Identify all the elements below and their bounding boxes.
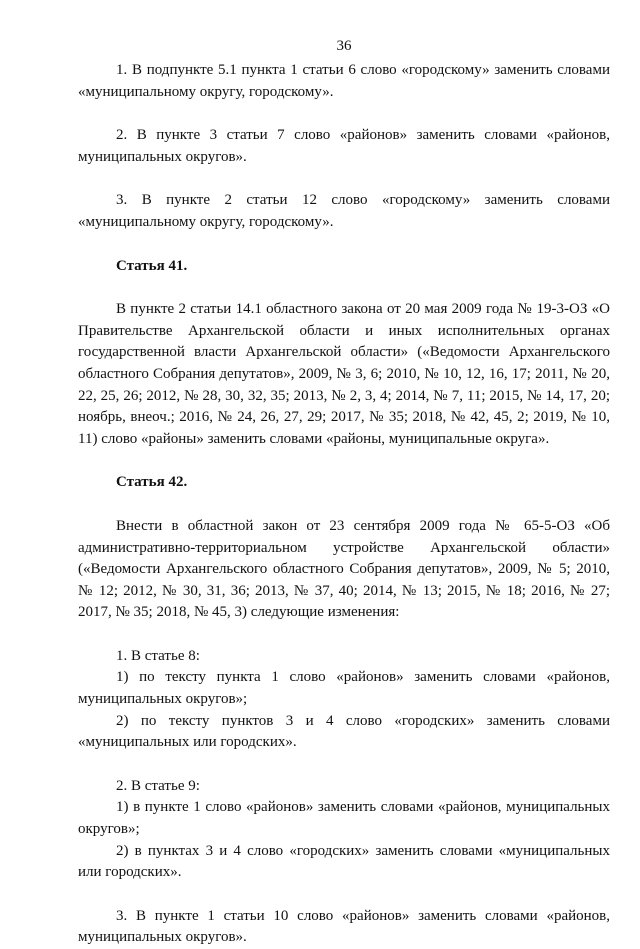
article-9-item-2: 2) в пунктах 3 и 4 слово «городских» заменить словами «муниципальных или городских». xyxy=(78,842,610,881)
article-42-heading: Статья 42. xyxy=(116,474,188,491)
article-41-heading: Статья 41. xyxy=(116,257,188,274)
page-number: 36 xyxy=(336,38,352,54)
article-8-item-2: 2) по тексту пунктов 3 и 4 слово «городских» заменить словами «муниципальных или городских». xyxy=(78,712,610,751)
article-10-change: 3. В пункте 1 статьи 10 слово «районов» заменить словами «районов, муниципальных округов». xyxy=(78,907,610,946)
paragraph-gap xyxy=(78,234,610,256)
paragraph-item-1: 1. В подпункте 5.1 пункта 1 статьи 6 слово «городскому» заменить словами «муниципальному округу, городскому». xyxy=(78,62,610,100)
paragraph-gap xyxy=(78,450,610,472)
article-8-item-1: 1) по тексту пункта 1 слово «районов» заменить словами «районов, муниципальных округов»; xyxy=(78,669,610,708)
article-9-heading: 2. В статье 9: xyxy=(116,777,200,794)
paragraph-gap xyxy=(78,494,610,516)
article-41-body: В пункте 2 статьи 14.1 областного закона от 20 мая 2009 года № 19-3-ОЗ «О Правительстве Архангельской области и иных исполнительных органах государственной власти Архангельской области» («Ведомости Архангельского областного Собрания депутатов», 2009, № 3, 6; 2010, № 10, 12, 16, 17; 2011, № 20, 22, 25, 26; 2012, № 28, 30, 32, 35; 2013, № 2, 3, 4; 2014, № 7, 11; 2015, № 14, 17, 20; ноябрь, внеоч.; 2016, № 24, 26, 27, 29; 2017, № 35; 2018, № 42, 45, 2; 2019, № 10, 11) слово «районы» заменить словами «районы, муниципальные округа». xyxy=(78,301,610,447)
paragraph-gap xyxy=(78,168,610,190)
paragraph-gap xyxy=(78,103,610,125)
paragraph-gap xyxy=(78,884,610,906)
article-9-item-1: 1) в пункте 1 слово «районов» заменить словами «районов, муниципальных округов»; xyxy=(78,799,610,838)
paragraph-gap xyxy=(78,754,610,776)
paragraph-gap xyxy=(78,624,610,646)
article-8-heading: 1. В статье 8: xyxy=(116,647,200,664)
paragraph-item-2: 2. В пункте 3 статьи 7 слово «районов» заменить словами «районов, муниципальных округов». xyxy=(78,127,610,165)
article-42-intro: Внести в областной закон от 23 сентября 2009 года № 65-5-ОЗ «Об административно-территориальном устройстве Архангельской области» («Ведомости Архангельского областного Собрания депутатов», 2009, № 5; 2010, № 12; 2012, № 30, 31, 36; 2013, № 37, 40; 2014, № 13; 2015, № 18; 2016, № 27; 2017, № 35; 2018, № 45, 3) следующие изменения: xyxy=(78,517,610,621)
paragraph-item-3: 3. В пункте 2 статьи 12 слово «городскому» заменить словами «муниципальному округу, городскому». xyxy=(78,192,610,230)
document-page xyxy=(78,36,610,949)
paragraph-gap xyxy=(78,277,610,299)
